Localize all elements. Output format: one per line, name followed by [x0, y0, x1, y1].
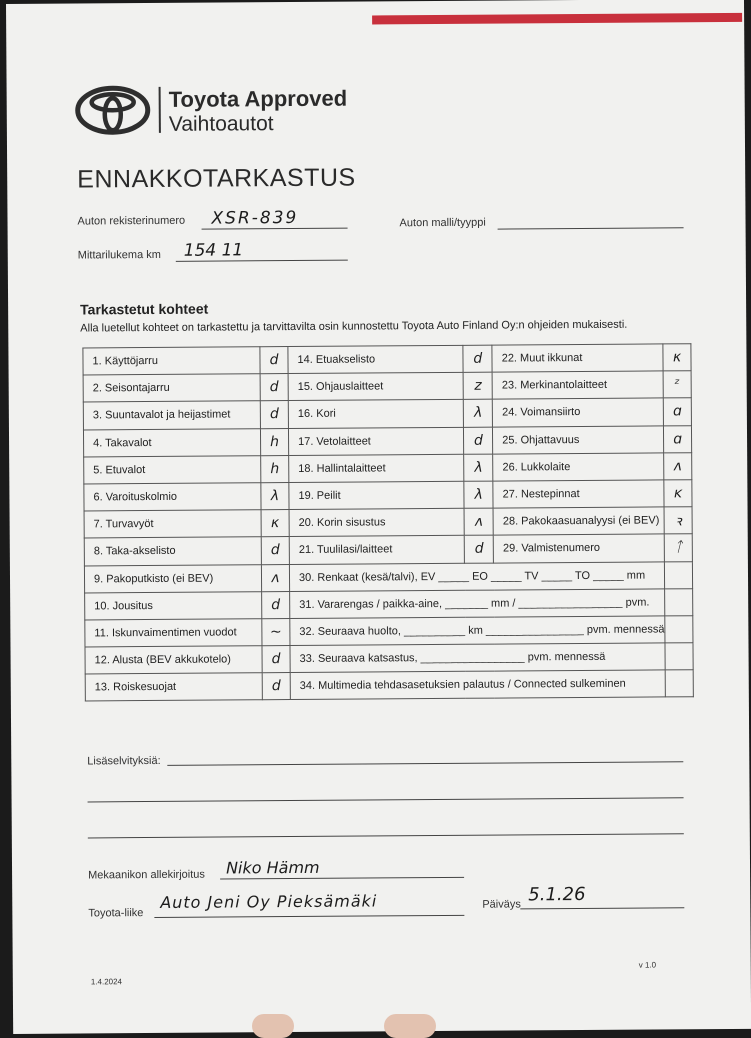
item-label: 28. Pakokaasuanalyysi (ei BEV)	[493, 507, 664, 535]
item-mark	[665, 643, 693, 670]
date-label: Päiväys	[482, 898, 521, 911]
item-label: 23. Merkinantolaitteet	[492, 371, 663, 399]
item-mark: h	[260, 428, 288, 455]
mechanic-label: Mekaanikon allekirjoitus	[88, 868, 205, 882]
item-mark: d	[262, 591, 290, 618]
section-title: Tarkastetut kohteet	[80, 300, 209, 318]
notes-line-1	[167, 761, 683, 766]
item-label-wide: 34. Multimedia tehdasasetuksien palautus / Connected sulkeminen	[290, 670, 665, 700]
checklist-table	[82, 343, 694, 702]
item-mark: λ	[464, 399, 493, 426]
item-mark: ꝛ	[664, 507, 692, 534]
item-label: 26. Lukkolaite	[493, 453, 664, 481]
page-title: ENNAKKOTARKASTUS	[77, 163, 356, 194]
footer-date: 1.4.2024	[90, 977, 123, 987]
table-row	[84, 561, 692, 592]
brand-line1: Toyota Approved	[168, 85, 348, 112]
item-mark: λ	[261, 482, 289, 509]
item-label: 15. Ohjauslaitteet	[288, 373, 464, 401]
date-line	[520, 907, 684, 909]
mileage-label: Mittarilukema km	[77, 248, 161, 262]
table-row	[85, 616, 693, 647]
item-label: 5. Etuvalot	[84, 455, 261, 483]
table-row	[84, 534, 692, 565]
item-mark: ~	[262, 618, 290, 645]
item-label: 1. Käyttöjarru	[83, 347, 260, 375]
item-label: 4. Takavalot	[83, 428, 260, 456]
table-row	[85, 588, 693, 619]
finger-right	[384, 1014, 436, 1038]
item-mark	[665, 616, 693, 643]
inspection-form	[6, 0, 751, 1034]
table-row	[84, 507, 692, 538]
dealer-value: Auto Jeni Oy Pieksämäki	[160, 891, 378, 912]
item-mark	[665, 670, 693, 697]
item-label: 7. Turvavyöt	[84, 510, 261, 538]
dealer-label: Toyota-liike	[88, 907, 144, 920]
item-mark: d	[262, 646, 290, 673]
item-label: 22. Muut ikkunat	[492, 344, 663, 372]
item-label: 8. Taka-akselisto	[84, 537, 261, 565]
notes-line-3	[88, 833, 684, 838]
item-label: 29. Valmistenumero	[493, 534, 664, 562]
item-mark: λ	[464, 481, 493, 508]
item-label: 27. Nestepinnat	[493, 480, 664, 508]
table-row	[83, 398, 691, 429]
item-label-wide: 31. Vararengas / paikka-aine, _______ mm / _________________ pvm.	[290, 589, 665, 619]
item-mark	[665, 588, 693, 615]
notes-line-2	[88, 797, 684, 802]
mechanic-signature: Niko Hämm	[225, 857, 320, 878]
table-row	[84, 480, 692, 511]
item-label: 10. Jousitus	[85, 591, 262, 619]
item-mark: d	[262, 673, 290, 700]
item-label: 6. Varoituskolmio	[84, 483, 261, 511]
item-mark: h	[261, 455, 289, 482]
item-mark: d	[464, 427, 493, 454]
item-mark: d	[261, 537, 289, 564]
item-label: 19. Peilit	[289, 481, 465, 509]
item-mark: d	[260, 401, 288, 428]
mileage-value: 154 11	[183, 240, 244, 261]
item-mark: κ	[261, 510, 289, 537]
item-label: 11. Iskunvaimentimen vuodot	[85, 619, 262, 647]
model-line	[498, 227, 684, 229]
item-label: 24. Voimansiirto	[492, 398, 663, 426]
item-mark: ᛏ	[664, 534, 692, 561]
brand-line2: Vaihtoautot	[168, 112, 274, 136]
dealer-line	[154, 915, 464, 918]
item-label: 2. Seisontajarru	[83, 374, 260, 402]
model-label: Auton malli/tyyppi	[399, 216, 486, 230]
item-label: 17. Vetolaitteet	[288, 427, 464, 455]
table-row	[84, 452, 692, 483]
table-row	[83, 425, 691, 456]
section-subtitle: Alla luetellut kohteet on tarkastettu ja tarvittavilta osin kunnostettu Toyota Auto Finland Oy:n ohjeiden mukaisesti.	[80, 318, 628, 335]
red-header-bar	[372, 13, 742, 25]
item-mark: d	[463, 345, 492, 372]
item-label: 14. Etuakselisto	[288, 345, 464, 373]
item-label-wide: 30. Renkaat (kesä/talvi), EV _____ EO _____ TV _____ TO _____ mm	[289, 561, 664, 591]
table-row	[85, 643, 693, 674]
item-mark: ɑ	[663, 398, 691, 425]
item-mark	[665, 561, 693, 588]
item-mark: λ	[464, 454, 493, 481]
item-label-wide: 33. Seuraava katsastus, _________________ pvm. mennessä	[290, 643, 665, 673]
item-mark: ʌ	[465, 508, 494, 535]
toyota-logo-icon	[75, 85, 151, 136]
item-mark: d	[260, 347, 288, 374]
item-mark: z	[464, 372, 493, 399]
item-label: 9. Pakoputkisto (ei BEV)	[84, 564, 261, 592]
item-mark: κ	[663, 344, 691, 371]
item-mark: ᴋ	[664, 480, 692, 507]
item-mark: ʌ	[664, 452, 692, 479]
item-mark: d	[465, 535, 494, 562]
logo-divider	[159, 87, 161, 133]
table-row	[85, 670, 693, 701]
item-label: 21. Tuulilasi/laitteet	[289, 536, 465, 564]
item-label: 16. Kori	[288, 400, 464, 428]
item-label-wide: 32. Seuraava huolto, __________ km ________________ pvm. mennessä	[290, 616, 665, 646]
item-mark: ɑ	[664, 425, 692, 452]
item-label: 3. Suuntavalot ja heijastimet	[83, 401, 260, 429]
item-mark: d	[260, 374, 288, 401]
item-label: 12. Alusta (BEV akkukotelo)	[85, 646, 262, 674]
item-label: 13. Roiskesuojat	[85, 673, 262, 701]
finger-left	[252, 1014, 294, 1038]
reg-value: XSR-839	[211, 207, 299, 229]
item-label: 18. Hallintalaitteet	[289, 454, 465, 482]
item-label: 20. Korin sisustus	[289, 508, 465, 536]
item-label: 25. Ohjattavuus	[493, 425, 664, 453]
item-mark: ʌ	[261, 564, 289, 591]
item-mark: ᶻ	[663, 371, 691, 398]
table-row	[83, 344, 691, 375]
footer-version: v 1.0	[638, 960, 657, 970]
date-value: 5.1.26	[528, 883, 586, 906]
table-row	[83, 371, 691, 402]
notes-label: Lisäselvityksiä:	[87, 754, 161, 768]
reg-label: Auton rekisterinumero	[77, 214, 186, 228]
